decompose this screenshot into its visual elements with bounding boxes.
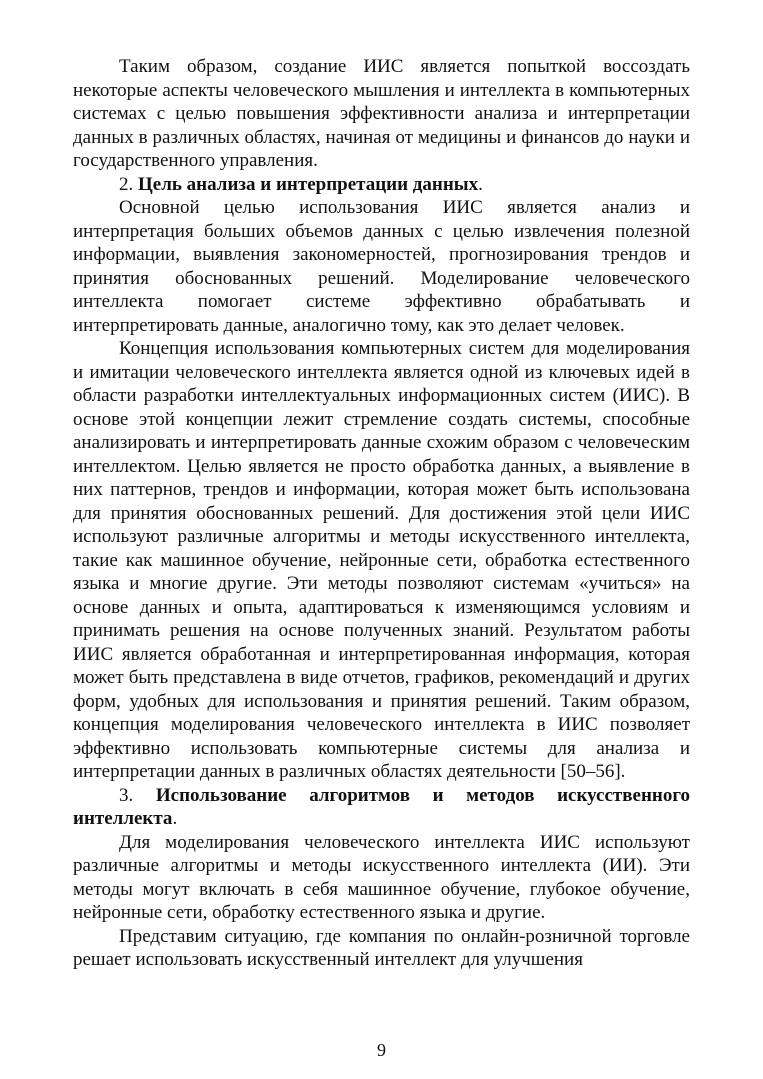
section-number: 2. xyxy=(119,173,138,195)
paragraph-concept: Концепция использования компьютерных систем для моделирования и имитации человеческого интеллекта является одной из ключевых идей в области разработки интеллектуальных информационных систем (ИИС). В основе этой концепции лежит стремление создать системы, способные анализировать и интерпретировать данные схожим образом с человеческим интеллектом. Целью является не просто обработка данных, а выявление в них паттернов, трендов и информации, которая может быть использована для принятия обоснованных решений. Для достижения этой цели ИИС используют различные алгоритмы и методы искусственного интеллекта, такие как машинное обучение, нейронные сети, обработка естественного языка и многие другие. Эти методы позволяют системам «учиться» на основе данных и опыта, адаптироваться к изменяющимся условиям и принимать решения на основе полученных знаний. Результатом работы ИИС является обработанная и интерпретированная информация, которая может быть представлена в виде отчетов, графиков, рекомендаций и других форм, удобных для использования и принятия решений. Таким образом, концепция моделирования человеческого интеллекта в ИИС позволяет эффективно использовать компьютерные системы для анализа и интерпретации данных в различных областях деятельности [50–56]. xyxy=(73,338,690,782)
section-heading-2 xyxy=(73,173,690,197)
section-title: Цель анализа и интерпретации данных xyxy=(138,173,479,195)
section-title: Использование алгоритмов и методов искусственного интеллекта xyxy=(73,784,690,829)
paragraph-conclusion: Таким образом, создание ИИС является попыткой воссоздать некоторые аспекты человеческого мышления и интеллекта в компьютерных системах с целью повышения эффективности анализа и интерпретации данных в различных областях, начиная от медицины и финансов до науки и государственного управления. xyxy=(73,56,690,171)
section-heading-3 xyxy=(73,784,690,831)
page-number: 9 xyxy=(377,1040,386,1060)
section-title-tail: . xyxy=(478,173,483,195)
paragraph-analysis-goal: Основной целью использования ИИС является анализ и интерпретация больших объемов данных с целью извлечения полезной информации, выявления закономерностей, прогнозирования трендов и принятия обоснованных решений. Моделирование человеческого интеллекта помогает системе эффективно обрабатывать и интерпретировать данные, аналогично тому, как это делает человек. xyxy=(73,197,690,336)
paragraph-example: Представим ситуацию, где компания по онлайн-розничной торговле решает использовать искусственный интеллект для улучшения xyxy=(73,925,690,970)
section-number: 3. xyxy=(119,784,156,806)
document-body xyxy=(73,55,690,972)
paragraph-ai-methods: Для моделирования человеческого интеллекта ИИС используют различные алгоритмы и методы искусственного интеллекта (ИИ). Эти методы могут включать в себя машинное обучение, глубокое обучение, нейронные сети, обработку естественного языка и другие. xyxy=(73,831,690,923)
section-title-tail: . xyxy=(172,808,178,829)
